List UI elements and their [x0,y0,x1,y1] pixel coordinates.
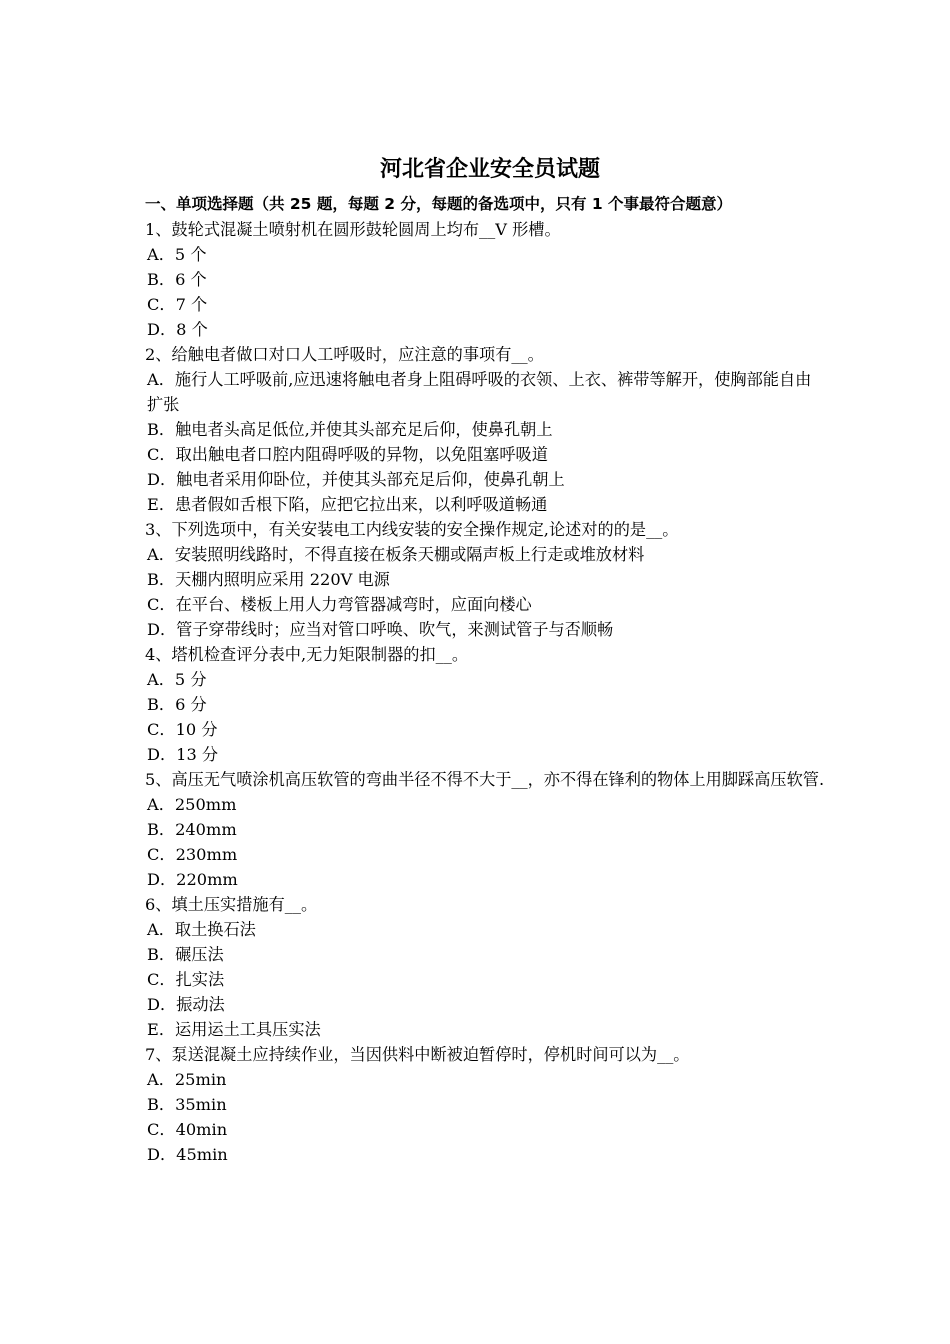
option-d: D．8 个 [147,320,208,339]
option-e: E．患者假如舌根下陷，应把它拉出来，以利呼吸道畅通 [147,495,548,514]
question-1 [145,217,825,342]
option-b: B．240mm [147,820,237,839]
option-b: B．天棚内照明应采用 220V 电源 [147,570,390,589]
question-4 [145,642,825,767]
question-text: 6、填土压实措施有__。 [145,895,318,914]
question-text: 5、高压无气喷涂机高压软管的弯曲半径不得不大于__，亦不得在锋利的物体上用脚踩高压软管. [145,770,825,789]
section-heading: 一、单项选择题（共 25 题，每题 2 分，每题的备选项中，只有 1 个事最符合题意） [145,195,733,213]
option-d: D．45min [147,1145,228,1164]
option-d: D．13 分 [147,745,219,764]
option-c: C．230mm [147,845,238,864]
option-b: B．触电者头高足低位,并使其头部充足后仰，使鼻孔朝上 [147,420,553,439]
option-c: C．取出触电者口腔内阻碍呼吸的异物，以免阻塞呼吸道 [147,445,548,464]
option-c: C．40min [147,1120,228,1139]
option-b: B．6 分 [147,695,207,714]
question-3 [145,517,825,642]
option-a: A．250mm [147,795,237,814]
option-a: A．25min [147,1070,227,1089]
option-c: C．扎实法 [147,970,225,989]
question-2 [145,342,825,517]
option-a: A．安装照明线路时，不得直接在板条天棚或隔声板上行走或堆放材料 [147,545,645,564]
question-text: 1、鼓轮式混凝土喷射机在圆形鼓轮圆周上均布__V 形槽。 [145,220,561,239]
question-7 [145,1042,825,1167]
option-a: A．取土换石法 [147,920,256,939]
document-title: 河北省企业安全员试题 [379,156,600,182]
question-text: 3、下列选项中，有关安装电工内线安装的安全操作规定,论述对的的是__。 [145,520,679,539]
question-text: 7、泵送混凝土应持续作业，当因供料中断被迫暂停时，停机时间可以为__。 [145,1045,690,1064]
option-a: A．施行人工呼吸前,应迅速将触电者身上阻碍呼吸的衣领、上衣、裤带等解开，使胸部能自由扩张 [147,370,812,414]
question-text: 2、给触电者做口对口人工呼吸时，应注意的事项有__。 [145,345,544,364]
option-d: D．触电者采用仰卧位，并使其头部充足后仰，使鼻孔朝上 [147,470,565,489]
question-5 [145,767,825,892]
option-e: E．运用运土工具压实法 [147,1020,321,1039]
option-d: D．管子穿带线时；应当对管口呼唤、吹气，来测试管子与否顺畅 [147,620,614,639]
option-b: B．6 个 [147,270,207,289]
question-text: 4、塔机检查评分表中,无力矩限制器的扣__。 [145,645,469,664]
option-c: C．10 分 [147,720,218,739]
option-b: B．35min [147,1095,227,1114]
question-6 [145,892,825,1042]
option-d: D．220mm [147,870,238,889]
option-a: A．5 分 [147,670,207,689]
option-d: D．振动法 [147,995,225,1014]
option-b: B．碾压法 [147,945,224,964]
option-a: A．5 个 [147,245,207,264]
document-content [145,152,825,1167]
option-c: C．在平台、楼板上用人力弯管器减弯时，应面向楼心 [147,595,532,614]
option-c: C．7 个 [147,295,208,314]
